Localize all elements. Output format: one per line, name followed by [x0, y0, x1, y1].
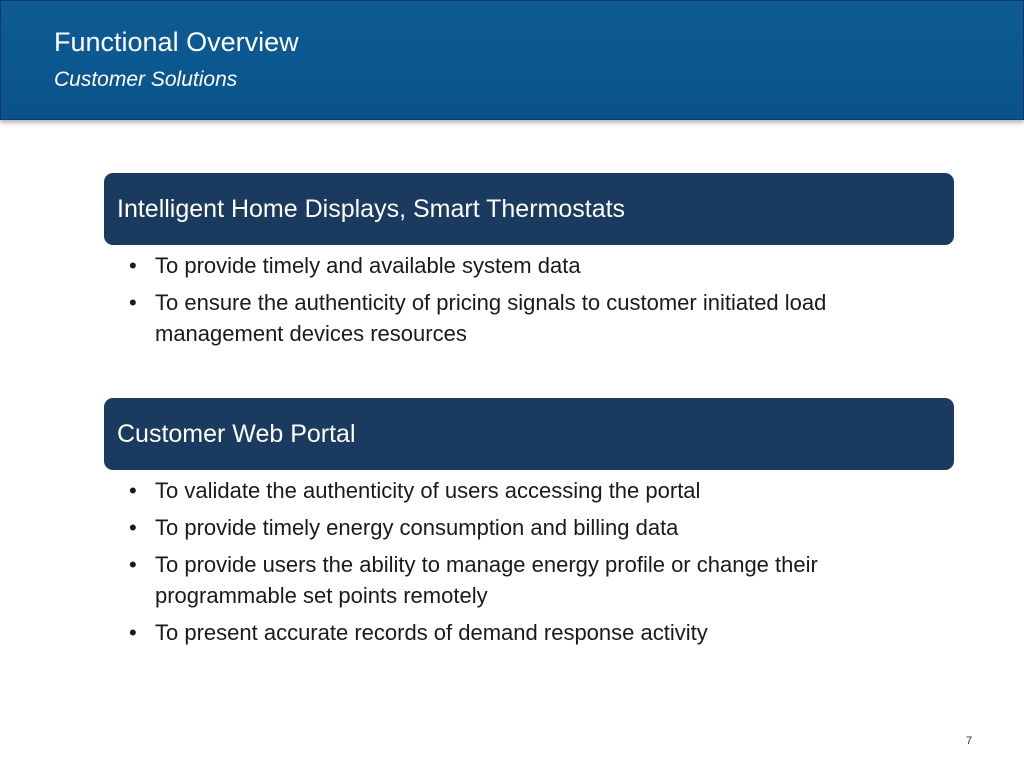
- section-heading-home-displays: Intelligent Home Displays, Smart Thermostats: [104, 173, 954, 245]
- list-item: • To provide timely and available system data: [128, 250, 928, 281]
- bullet-list-home-displays: [128, 250, 928, 355]
- list-item: • To provide timely energy consumption and billing data: [128, 512, 928, 543]
- list-item: • To validate the authenticity of users accessing the portal: [128, 475, 928, 506]
- section-heading-web-portal: Customer Web Portal: [104, 398, 954, 470]
- slide-title: Functional Overview: [54, 27, 299, 57]
- list-item: • To provide users the ability to manage energy profile or change their programmable set points remotely: [128, 549, 928, 611]
- list-item: • To ensure the authenticity of pricing signals to customer initiated load management devices resources: [128, 287, 928, 349]
- page-number: 7: [966, 735, 973, 747]
- slide-subtitle: Customer Solutions: [54, 68, 238, 91]
- slide-header: [0, 0, 1024, 120]
- bullet-list-web-portal: [128, 475, 928, 654]
- list-item: • To present accurate records of demand response activity: [128, 617, 928, 648]
